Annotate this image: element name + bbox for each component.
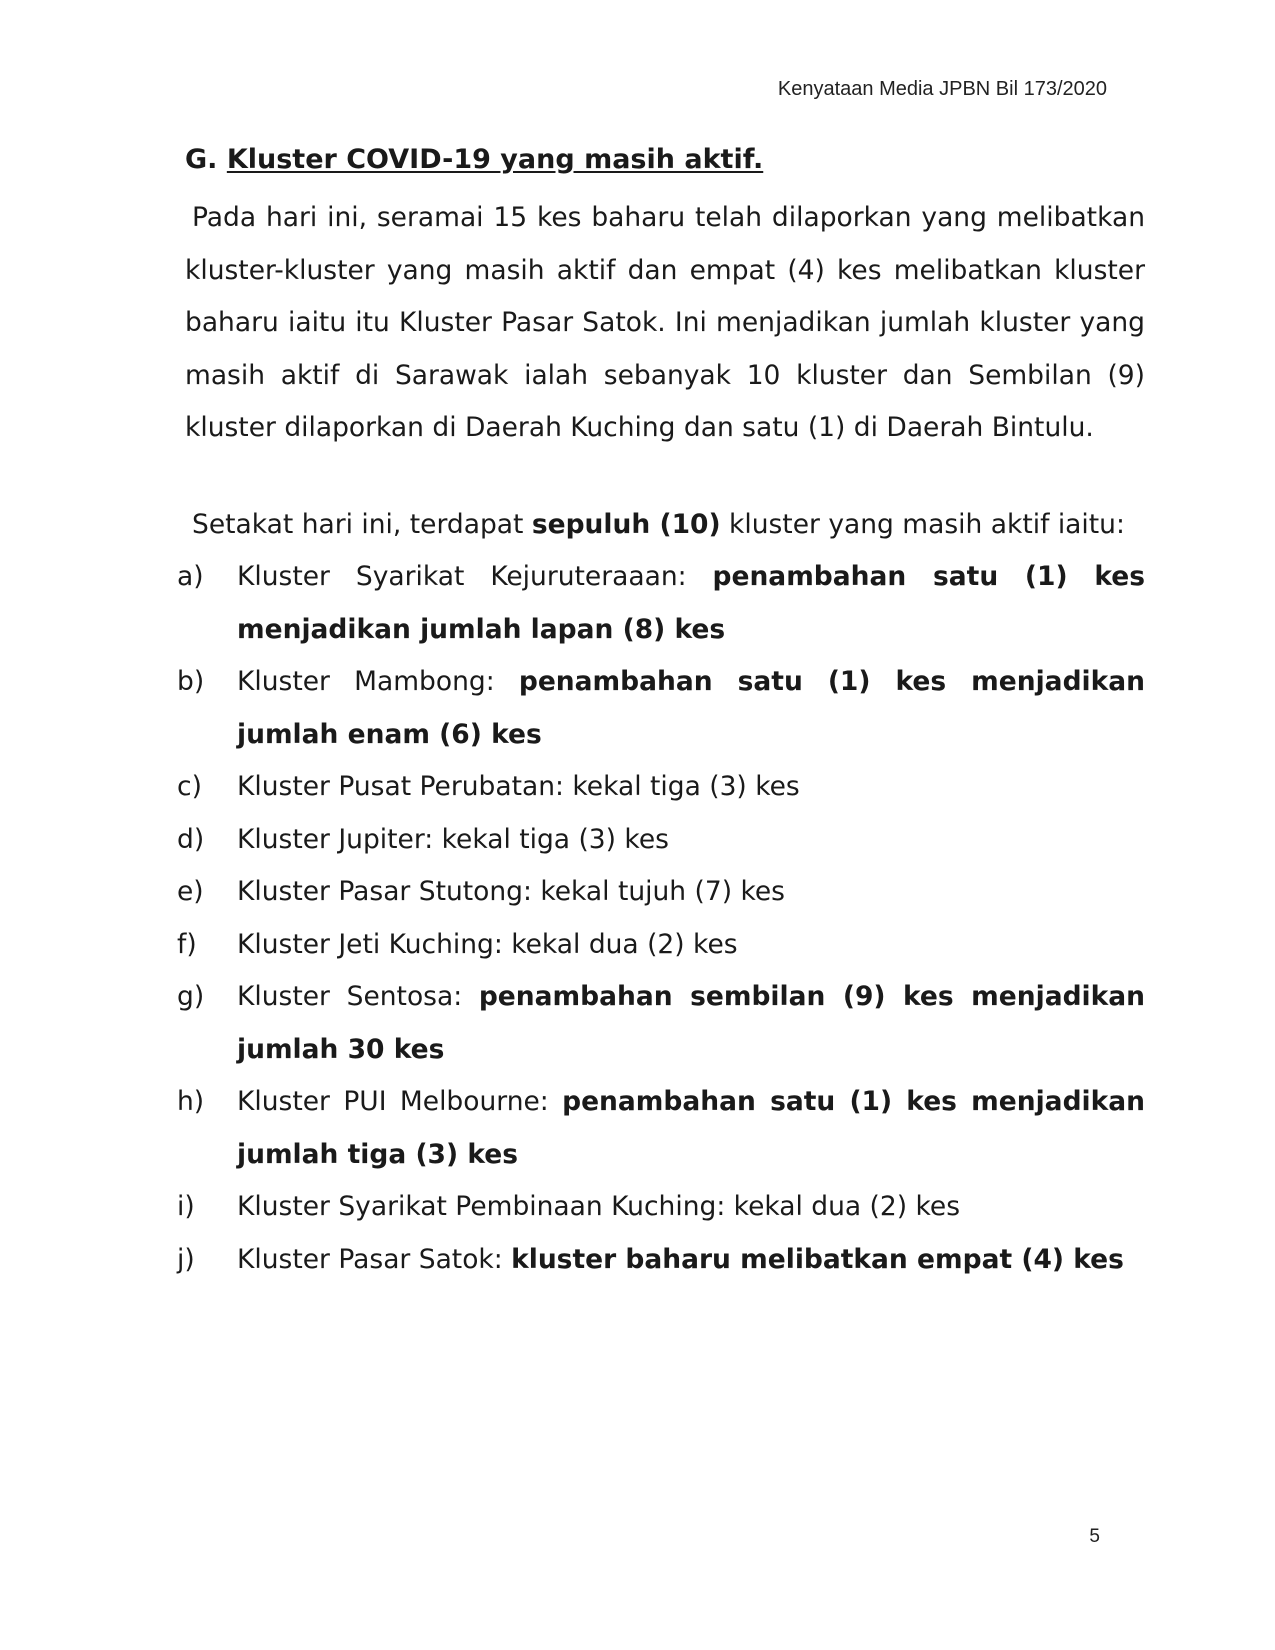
cluster-status: penambahan satu (1) kes menjadikan jumlah lapan (8) kes: [237, 561, 1145, 645]
list-item: [177, 1234, 1145, 1287]
cluster-status: kekal dua (2) kes: [511, 928, 738, 960]
cluster-name: Kluster Jeti Kuching:: [237, 928, 512, 960]
list-item: [177, 656, 1145, 761]
cluster-entry: [237, 919, 1145, 972]
section-heading: [185, 140, 1145, 180]
section-active-clusters: [177, 140, 1145, 1286]
list-marker: f): [177, 928, 197, 960]
list-intro-after: kluster yang masih aktif iaitu:: [720, 508, 1125, 540]
list-item: [177, 1076, 1145, 1181]
list-item: [177, 971, 1145, 1076]
cluster-name: Kluster Jupiter:: [237, 823, 442, 855]
cluster-entry: [237, 761, 1145, 814]
list-intro-count: sepuluh (10): [531, 508, 721, 540]
cluster-status: penambahan satu (1) kes menjadikan jumlah enam (6) kes: [237, 666, 1145, 750]
list-marker: i): [177, 1191, 195, 1222]
cluster-name: Kluster Pusat Perubatan:: [237, 771, 573, 802]
cluster-status: kekal tiga (3) kes: [441, 823, 669, 855]
cluster-name: Kluster Pasar Stutong:: [237, 876, 541, 907]
section-title: Kluster COVID-19 yang masih aktif.: [226, 144, 764, 175]
list-item: [177, 761, 1145, 814]
list-item: [177, 814, 1145, 867]
list-marker: b): [177, 666, 205, 697]
cluster-entry: [237, 656, 1145, 761]
section-letter: G.: [185, 144, 218, 175]
cluster-status: kekal tujuh (7) kes: [540, 876, 785, 907]
cluster-name: Kluster Sentosa:: [237, 981, 479, 1012]
list-intro-before: Setakat hari ini, terdapat: [192, 508, 532, 540]
summary-paragraph: Pada hari ini, seramai 15 kes baharu telah dilaporkan yang melibatkan kluster-kluster yang masih aktif dan empat (4) kes melibatkan kluster baharu iaitu itu Kluster Pasar Satok. Ini menjadikan jumlah kluster yang masih aktif di Sarawak ialah sebanyak 10 kluster dan Sembilan (9) kluster dilaporkan di Daerah Kuching dan satu (1) di Daerah Bintulu.: [185, 202, 1145, 443]
cluster-status: penambahan satu (1) kes menjadikan jumlah tiga (3) kes: [237, 1086, 1145, 1170]
cluster-name: Kluster Syarikat Kejuruteraaan:: [237, 561, 713, 592]
page-number: 5: [1089, 1526, 1100, 1547]
list-marker: d): [177, 823, 205, 855]
cluster-entry: [237, 814, 1145, 867]
list-marker: a): [177, 561, 204, 592]
cluster-status: penambahan sembilan (9) kes menjadikan jumlah 30 kes: [237, 981, 1145, 1065]
list-item: [177, 919, 1145, 972]
cluster-name: Kluster Syarikat Pembinaan Kuching:: [237, 1191, 734, 1222]
cluster-status: kekal dua (2) kes: [733, 1191, 961, 1222]
cluster-entry: [237, 1181, 1145, 1234]
cluster-name: Kluster PUI Melbourne:: [237, 1086, 563, 1117]
document-reference: Kenyataan Media JPBN Bil 173/2020: [777, 78, 1107, 100]
cluster-status: kluster baharu melibatkan empat (4) kes: [511, 1243, 1124, 1275]
list-marker: j): [177, 1243, 195, 1275]
list-item: [177, 551, 1145, 656]
list-marker: g): [177, 981, 205, 1012]
cluster-entry: [237, 1076, 1145, 1181]
list-marker: c): [177, 771, 202, 802]
cluster-name: Kluster Mambong:: [237, 666, 519, 697]
cluster-entry: [237, 866, 1145, 919]
list-item: [177, 1181, 1145, 1234]
list-marker: e): [177, 876, 204, 907]
cluster-status: kekal tiga (3) kes: [572, 771, 800, 802]
list-marker: h): [177, 1086, 205, 1117]
cluster-name: Kluster Pasar Satok:: [237, 1243, 512, 1275]
list-intro: [185, 499, 1145, 552]
cluster-list: [177, 551, 1145, 1286]
cluster-entry: [237, 971, 1145, 1076]
cluster-entry: [237, 551, 1145, 656]
cluster-entry: [237, 1234, 1145, 1287]
list-item: [177, 866, 1145, 919]
